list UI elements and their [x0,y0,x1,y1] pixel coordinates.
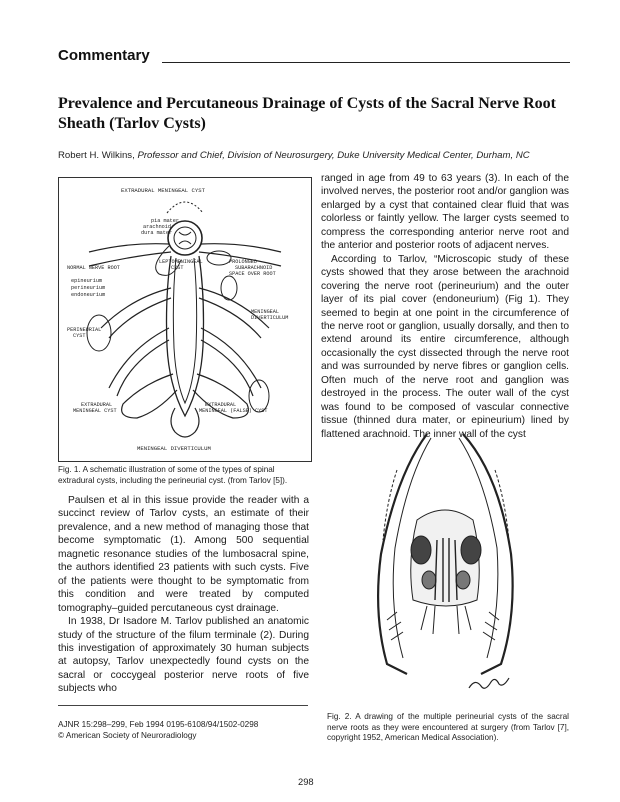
paragraph: ranged in age from 49 to 63 years (3). In each of the involved nerves, the posterior root and/or ganglion was enlarged by a cyst that contained clear fluid that was colorless or faintly yellow. The larger cysts seemed to compress the corresponding anterior nerve root and the anterior and posterior roots of adjacent nerves. [321,173,569,252]
spinal-cyst-diagram [59,178,311,461]
label-meningeal-diverticulum-2: DIVERTICULUM [251,315,289,321]
section-label: Commentary [58,47,150,64]
label-endoneurium: endoneurium [71,292,106,298]
label-prolonged-1: PROLONGED [229,259,258,265]
label-prolonged-2: SUBARACHNOID [235,265,273,271]
author-name: Robert H. Wilkins, [58,150,135,161]
figure-1-caption: Fig. 1. A schematic illustration of some of the types of spinal extradural cysts, including the perineurial cyst. (from Tarlov [5]). [58,465,288,485]
label-prolonged-3: SPACE OVER ROOT [229,271,276,277]
label-leptomeningeal-1: LEPTOMENINGEAL [159,259,203,265]
label-extradural-left-1: EXTRADURAL [81,402,113,408]
page-number: 298 [298,776,314,787]
label-pia-mater: pia mater [151,218,180,224]
label-meningeal-diverticulum-1: MENINGEAL [251,309,280,315]
paragraph: Paulsen et al in this issue provide the reader with a succinct review of Tarlov cysts, an estimate of their prevalence, and a new method of managing those that become symptomatic (1). Among 500 sequential magnetic resonance studies of the lumbosacral spine, the authors identified 23 patients with such cysts. Five of the patients were thought to be symptomatic from this condition and were treated by computed tomography–guided percutaneous cyst drainage. [58,495,309,614]
author-affiliation: Professor and Chief, Division of Neurosurgery, Duke University Medical Center, Durham, NC [137,150,530,161]
footer [58,719,318,741]
label-leptomeningeal-2: CYST [171,265,184,271]
surgical-drawing [367,430,524,698]
label-meningeal-diverticulum-bottom: MENINGEAL DIVERTICULUM [137,445,211,452]
label-extradural-left-2: MENINGEAL CYST [73,408,117,414]
figure-1 [58,177,312,462]
right-column-text [321,172,569,441]
article-title: Prevalence and Percutaneous Drainage of Cysts of the Sacral Nerve Root Sheath (Tarlov Cysts) [58,95,556,132]
left-column-text [58,494,309,696]
section-rule [162,62,570,63]
label-arachnoid: arachnoid [143,224,172,230]
label-extradural-right-2: MENINGEAL (FALSE) CYST [199,408,268,414]
label-normal-nerve-root: NORMAL NERVE ROOT [67,265,120,271]
paragraph: According to Tarlov, “Microscopic study of these cysts showed that they arose between the arachnoid covering the nerve root (perineurium) and the outer layer of its pial cover (endoneurium) (Fig 1). They seemed to begin at one point in the circumference of the nerve root or ganglion, usually dorsally, and then to extend around its entire circumference, although occasionally the cyst dissected through the nerve root and was surrounded by nerve fibres or ganglion cells. Often much of the nerve root and ganglion was destroyed in the process. The outer wall of the cyst was found to be composed of vascular connective tissue (thinned dura mater, or epineurium) lined by flattened arachnoid. The inner wall of the cyst [321,253,569,440]
journal-citation: AJNR 15:298–299, Feb 1994 0195-6108/94/1502-0298 [58,720,259,729]
figure-2-caption: Fig. 2. A drawing of the multiple perineurial cysts of the sacral nerve roots as they were encountered at surgery (from Tarlov [7], copyright 1952, American Medical Association). [327,712,569,742]
label-perineurial-1: PERINEURIAL [67,327,102,333]
label-extradural-meningeal-cyst-top: EXTRADURAL MENINGEAL CYST [121,187,205,194]
label-perineurium: perineurium [71,285,106,291]
label-epineurium: epineurium [71,278,103,284]
paragraph: In 1938, Dr Isadore M. Tarlov published an anatomic study of the structure of the filum terminale (2). During this investigation of approximately 30 human subjects at autopsy, Tarlov unexpectedly found cysts on the sacral or coccygeal posterior nerve roots of five subjects who [58,616,309,695]
figure-2-drawing [367,430,524,698]
label-perineurial-2: CYST [73,333,86,339]
byline [58,150,578,161]
label-extradural-right-1: EXTRADURAL [205,402,237,408]
copyright-notice: © American Society of Neuroradiology [58,731,197,740]
label-dura-mater: dura mater [141,230,173,236]
artist-signature [469,678,509,688]
footer-rule [58,705,308,706]
